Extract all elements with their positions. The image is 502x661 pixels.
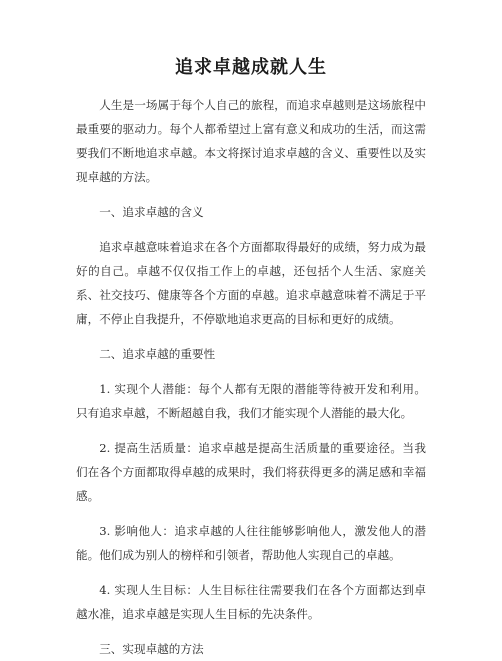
intro-paragraph: 人生是一场属于每个人自己的旅程，而追求卓越则是这场旅程中最重要的驱动力。每个人都希望过上富有意义和成功的生活，而这需要我们不断地追求卓越。本文将探讨追求卓越的含义、重要性以及实现卓越的方法。 [76,98,426,184]
importance-item-4: 4. 实现人生目标：人生目标往往需要我们在各个方面都达到卓越水准，追求卓越是实现人生目标的先决条件。 [76,583,426,621]
section-body-meaning: 追求卓越意味着追求在各个方面都取得最好的成绩，努力成为最好的自己。卓越不仅仅指工作上的卓越，还包括个人生活、家庭关系、社交技巧、健康等各个方面的卓越。追求卓越意味着不满足于平庸，不停止自我提升，不停歇地追求更高的目标和更好的成绩。 [76,240,426,326]
importance-item-1: 1. 实现个人潜能：每个人都有无限的潜能等待被开发和利用。只有追求卓越，不断超越自我，我们才能实现个人潜能的最大化。 [76,382,426,420]
importance-item-3: 3. 影响他人：追求卓越的人往往能够影响他人，激发他人的潜能。他们成为别人的榜样和引领者，帮助他人实现自己的卓越。 [76,524,426,562]
section-heading-methods: 三、实现卓越的方法 [99,642,204,656]
importance-item-2: 2. 提高生活质量：追求卓越是提高生活质量的重要途径。当我们在各个方面都取得卓越的成果时，我们将获得更多的满足感和幸福感。 [76,441,426,503]
document-title: 追求卓越成就人生 [175,57,327,78]
section-heading-importance: 二、追求卓越的重要性 [99,347,216,361]
section-heading-meaning: 一、追求卓越的含义 [99,205,204,219]
